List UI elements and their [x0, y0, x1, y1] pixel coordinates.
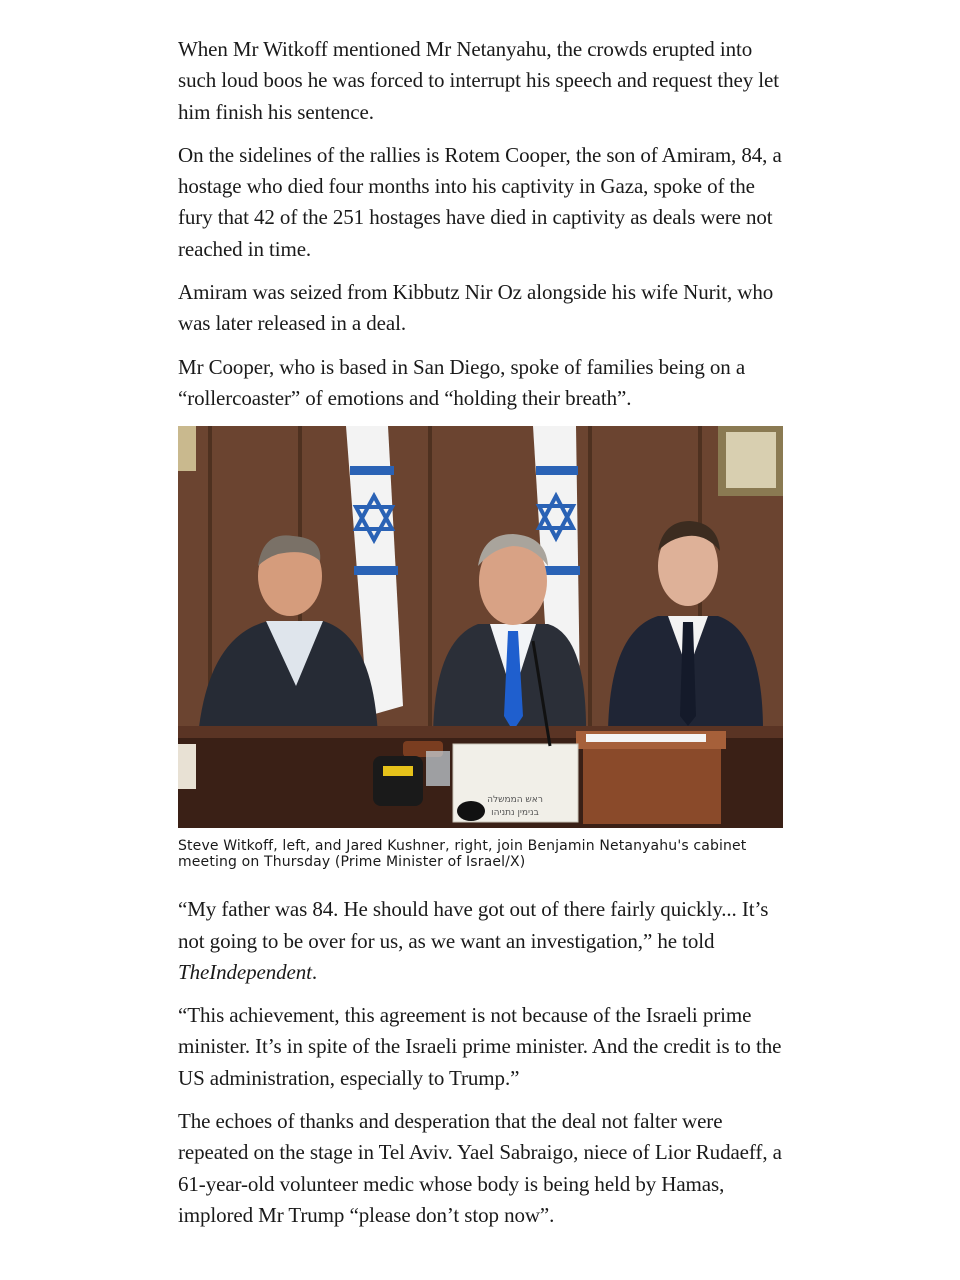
article-body [178, 34, 784, 1243]
nameplate-line1: ראש הממשלה [487, 795, 543, 806]
quote-paragraph [178, 894, 784, 988]
paragraph: Amiram was seized from Kibbutz Nir Oz alongside his wife Nurit, who was later released in a deal. [178, 280, 774, 336]
quote-text: “My father was 84. He should have got out of there fairly quickly... It’s not going to be over for us, as we want an investigation,” he told [178, 897, 769, 953]
paragraph: On the sidelines of the rallies is Rotem Cooper, the son of Amiram, 84, a hostage who died four months into his captivity in Gaza, spoke of the fury that 42 of the 251 hostages have died in captivity as deals were not reached in time. [178, 142, 782, 261]
cabinet-meeting-photo[interactable] [178, 426, 783, 828]
quote-end: . [311, 959, 318, 984]
paragraph: The echoes of thanks and desperation that the deal not falter were repeated on the stage in Tel Aviv. Yael Sabraigo, niece of Lior Rudaeff, a 61-year-old volunteer medic whose body is being held by Hamas, implored Mr Trump “please don’t stop now”. [178, 1109, 782, 1227]
paragraph: “This achievement, this agreement is not because of the Israeli prime minister. It’s in spite of the Israeli prime minister. And the credit is to the US administration, especially to Trump.” [178, 1003, 782, 1090]
paragraph: Mr Cooper, who is based in San Diego, spoke of families being on a “rollercoaster” of emotions and “holding their breath”. [178, 354, 746, 410]
figure-caption: Steve Witkoff, left, and Jared Kushner, right, join Benjamin Netanyahu's cabinet meeting on Thursday (Prime Minister of Israel/X) [178, 838, 747, 871]
nameplate-line2: בנימין נתניהו [491, 808, 539, 819]
paragraph: When Mr Witkoff mentioned Mr Netanyahu, the crowds erupted into such loud boos he was forced to interrupt his speech and request they let him finish his sentence. [178, 37, 779, 124]
article-figure [178, 426, 783, 870]
publication-name: TheIndependent [178, 959, 312, 984]
